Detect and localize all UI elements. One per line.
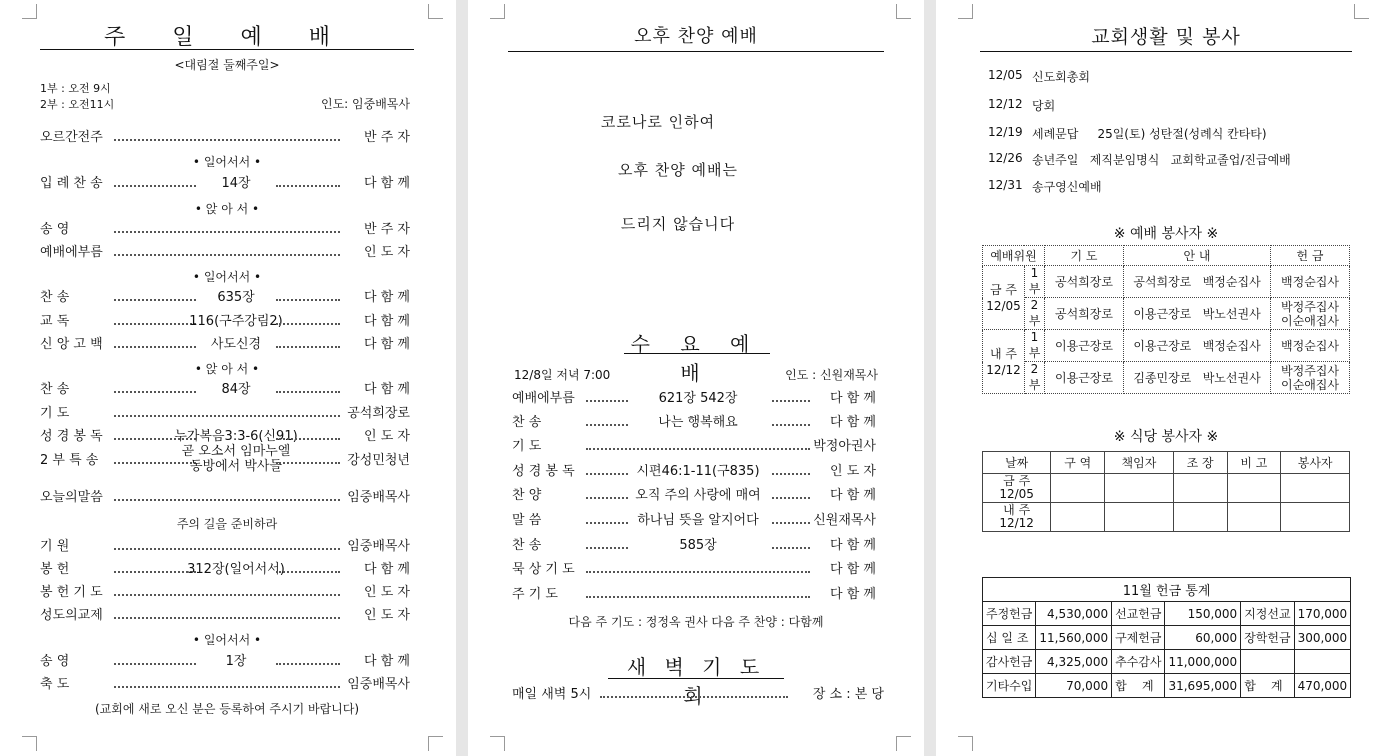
leader-dots (586, 547, 628, 549)
order-label: 봉 헌 기 도 (40, 585, 103, 600)
leader-dots (276, 663, 340, 665)
leader-dots (772, 473, 810, 475)
offering-person: 백정순집사 (1281, 338, 1339, 353)
dawn-time: 매일 새벽 5시 (512, 687, 592, 702)
order-content-2: 동방에서 박사들 (189, 459, 283, 474)
order-label: 교 독 (40, 314, 70, 329)
leader-dots (114, 686, 340, 688)
week-date: 12/05 (986, 298, 1021, 313)
category: 지정선교 (1241, 602, 1294, 626)
leader-dots (772, 497, 810, 499)
event-date: 12/19 (988, 125, 1023, 139)
wednesday-rule (624, 353, 770, 354)
meal-cell (1173, 474, 1227, 503)
leader-dots (114, 346, 196, 348)
amount: 11,560,000 (1036, 626, 1112, 650)
order-content: 시편46:1-11(구835) (636, 464, 760, 479)
order-label: 오르간전주 (40, 130, 103, 145)
order-label: 묵 상 기 도 (512, 562, 575, 577)
order-person: 신원재목사 (813, 513, 876, 528)
order-content: 누가복음3:3-6(신91) (174, 429, 298, 444)
order-row (512, 438, 876, 456)
leader-dots (114, 663, 196, 665)
order-label: 송 영 (40, 654, 70, 669)
leader-dots (114, 499, 340, 501)
leader-dots (276, 462, 340, 464)
second-service-time: 2부 : 오전11시 (40, 98, 115, 111)
section-note: 주의 길을 준비하라 (176, 517, 278, 531)
week-date: 12/12 (986, 362, 1021, 377)
leader-dots (114, 617, 340, 619)
order-row (512, 390, 876, 408)
offering-persons (1271, 330, 1350, 362)
order-label: 말 씀 (512, 513, 542, 528)
offering-person: 박정주집사 (1281, 363, 1339, 378)
service-part: 1부 (1024, 266, 1044, 298)
order-label: 예배에부름 (512, 391, 575, 406)
wednesday-title: 수 요 예 배 (630, 332, 762, 385)
event-text: 신도회총회 (1032, 70, 1090, 84)
order-row (512, 487, 876, 505)
order-label: 찬 송 (40, 290, 70, 305)
leader-dots (586, 571, 810, 573)
order-person: 임중배목사 (347, 539, 410, 554)
offering-persons (1271, 266, 1350, 298)
category: 구제헌금 (1112, 626, 1165, 650)
meal-staff-title: ※ 식당 봉사자 ※ (1113, 429, 1219, 445)
prayer-person: 공석희장로 (1045, 298, 1124, 330)
category: 선교헌금 (1112, 602, 1165, 626)
category: 십 일 조 (983, 626, 1036, 650)
amount: 4,530,000 (1036, 602, 1112, 626)
dawn-place: 장 소 : 본 당 (812, 687, 884, 702)
order-content: 635장 (217, 290, 255, 305)
event-date: 12/12 (988, 97, 1023, 111)
order-person: 다 함 께 (364, 382, 410, 397)
order-person: 다 함 께 (830, 488, 876, 503)
church-life-title: 교회생활 및 봉사 (1091, 26, 1241, 48)
order-label: 성 경 봉 독 (40, 429, 103, 444)
event-text: 세례문답 25일(토) 성탄절(성례식 칸타타) (1032, 127, 1267, 141)
leader-dots (276, 185, 340, 187)
order-person: 다 함 께 (830, 538, 876, 553)
offering-stats-table (982, 577, 1351, 698)
afternoon-line-3: 드리지 않습니다 (620, 215, 736, 233)
amount: 11,000,000 (1165, 650, 1241, 674)
table-header: 예배위원 (983, 246, 1045, 266)
leader-dots (114, 462, 196, 464)
afternoon-rule (508, 51, 884, 52)
table-header: 조 장 (1173, 452, 1227, 474)
order-person: 다 함 께 (830, 587, 876, 602)
order-person: 다 함 께 (364, 654, 410, 669)
order-row (40, 313, 410, 331)
order-label: 봉 헌 (40, 562, 70, 577)
amount: 31,695,000 (1165, 674, 1241, 698)
order-row (512, 561, 876, 579)
meal-cell (1051, 503, 1105, 532)
order-row (40, 607, 410, 625)
table-header: 봉사자 (1281, 452, 1350, 474)
order-content: 하나님 뜻을 알지어다 (637, 513, 759, 528)
wednesday-date: 12/8일 저녁 7:00 (514, 368, 611, 382)
category: 추수감사 (1112, 650, 1165, 674)
welcome-note: (교회에 새로 오신 분은 등록하여 주시기 바랍니다) (94, 702, 360, 716)
leader-dots (114, 299, 196, 301)
meal-cell (1281, 503, 1350, 532)
leader-dots (586, 400, 628, 402)
leader-dots (114, 231, 340, 233)
order-label: 송 영 (40, 222, 70, 237)
amount: 300,000 (1294, 626, 1351, 650)
section-note: • 일어서서 • (192, 270, 262, 284)
order-person: 다 함 께 (830, 391, 876, 406)
week-name: 내 주 (989, 346, 1017, 361)
order-content: 84장 (221, 382, 251, 397)
meal-cell (1105, 503, 1174, 532)
order-label: 오늘의말씀 (40, 490, 103, 505)
order-label: 축 도 (40, 677, 70, 692)
table-header: 날짜 (983, 452, 1051, 474)
event-date: 12/26 (988, 151, 1023, 165)
order-content: 14장 (221, 176, 251, 191)
afternoon-title: 오후 찬양 예배 (634, 26, 758, 47)
amount: 150,000 (1165, 602, 1241, 626)
order-label: 성 경 봉 독 (512, 464, 575, 479)
order-row (512, 463, 876, 481)
order-content: 오직 주의 사랑에 매여 (635, 488, 761, 503)
leader-dots (114, 254, 340, 256)
leader-dots (276, 323, 340, 325)
order-person: 인 도 자 (364, 608, 410, 623)
order-person: 박정아권사 (813, 439, 876, 454)
week-label (983, 266, 1025, 330)
order-person: 인 도 자 (364, 585, 410, 600)
category (1241, 650, 1294, 674)
prayer-person: 이용근장로 (1045, 330, 1124, 362)
meal-cell (1281, 474, 1350, 503)
leader-dots (586, 424, 628, 426)
order-person: 인 도 자 (364, 245, 410, 260)
sunday-subtitle: <대림절 둘째주일> (174, 58, 280, 72)
order-row (40, 129, 410, 147)
order-row (512, 414, 876, 432)
order-row (40, 538, 410, 556)
week-date: 12/12 (999, 516, 1034, 530)
guide-persons: 이용근장로 박노선권사 (1124, 298, 1271, 330)
order-person: 다 함 께 (364, 290, 410, 305)
table-header: 책임자 (1105, 452, 1174, 474)
order-person: 반 주 자 (364, 130, 410, 145)
order-content: 585장 (679, 538, 717, 553)
order-label: 2 부 특 송 (40, 453, 99, 468)
page-afternoon-wednesday (468, 0, 924, 756)
order-row (40, 676, 410, 694)
dawn-title: 새 벽 기 도 회 (626, 655, 766, 708)
guide-persons: 김종민장로 박노선권사 (1124, 362, 1271, 394)
order-person: 다 함 께 (830, 415, 876, 430)
meal-staff-table (982, 451, 1350, 532)
leader-dots (276, 299, 340, 301)
category: 합 계 (1112, 674, 1165, 698)
table-header: 비 고 (1227, 452, 1281, 474)
order-person: 다 함 께 (830, 562, 876, 577)
order-person: 공석희장로 (347, 406, 410, 421)
order-content: 1장 (225, 654, 247, 669)
title-rule (40, 49, 414, 50)
order-label: 예배에부름 (40, 245, 103, 260)
table-header: 헌 금 (1271, 246, 1350, 266)
offering-persons (1271, 298, 1350, 330)
order-content: 116(구주강림2) (189, 314, 283, 329)
leader-dots (586, 497, 628, 499)
meal-cell (1105, 474, 1174, 503)
offering-person-2: 이순애집사 (1281, 313, 1339, 328)
category: 장학헌금 (1241, 626, 1294, 650)
week-label (983, 330, 1025, 394)
order-row (40, 489, 410, 507)
amount: 4,325,000 (1036, 650, 1112, 674)
page-church-life (936, 0, 1391, 756)
order-person: 다 함 께 (364, 337, 410, 352)
service-part: 2부 (1024, 362, 1044, 394)
wednesday-leader: 인도 : 신원재목사 (785, 368, 878, 382)
amount: 60,000 (1165, 626, 1241, 650)
order-label: 신 앙 고 백 (40, 337, 103, 352)
afternoon-line-1: 코로나로 인하여 (600, 113, 716, 131)
meal-cell (1227, 474, 1281, 503)
prayer-person: 공석희장로 (1045, 266, 1124, 298)
section-note: • 일어서서 • (192, 633, 262, 647)
leader-dots (114, 139, 340, 141)
leader-dots (586, 522, 628, 524)
table-header: 구 역 (1051, 452, 1105, 474)
leader-dots (772, 522, 810, 524)
leader-dots (114, 391, 196, 393)
prayer-person: 이용근장로 (1045, 362, 1124, 394)
leader-dots (114, 571, 196, 573)
event-date: 12/31 (988, 178, 1023, 192)
event-text: 송구영신예배 (1032, 180, 1102, 194)
category: 기타수입 (983, 674, 1036, 698)
section-note: • 일어서서 • (192, 155, 262, 169)
meal-week (983, 474, 1051, 503)
order-row (40, 381, 410, 399)
order-person: 강성민청년 (347, 453, 410, 468)
first-service-time: 1부 : 오전 9시 (40, 82, 111, 95)
leader-dots (114, 323, 196, 325)
offering-persons (1271, 362, 1350, 394)
category: 감사헌금 (983, 650, 1036, 674)
service-part: 1부 (1024, 330, 1044, 362)
leader-dots (772, 400, 810, 402)
service-part: 2부 (1024, 298, 1044, 330)
category: 주정헌금 (983, 602, 1036, 626)
service-staff-table (982, 245, 1350, 394)
order-person: 다 함 께 (364, 176, 410, 191)
week-name: 금 주 (1003, 474, 1031, 488)
order-label: 찬 양 (512, 488, 542, 503)
week-date: 12/05 (999, 487, 1034, 501)
amount: 70,000 (1036, 674, 1112, 698)
order-row (512, 537, 876, 555)
leader-dots (276, 571, 340, 573)
order-person: 인 도 자 (364, 429, 410, 444)
offering-stats-title: 11월 헌금 통계 (983, 578, 1351, 602)
order-row (512, 512, 876, 530)
order-row (40, 289, 410, 307)
order-content: 곧 오소서 임마누엘 (181, 444, 291, 459)
table-header: 안 내 (1124, 246, 1271, 266)
order-content: 312장(일어서서) (187, 562, 285, 577)
amount: 470,000 (1294, 674, 1351, 698)
week-name: 금 주 (989, 282, 1017, 297)
category: 합 계 (1241, 674, 1294, 698)
order-row (40, 336, 410, 354)
offering-person-2: 이순애집사 (1281, 377, 1339, 392)
event-text: 송년주일 제직분임명식 교회학교졸업/진급예배 (1032, 153, 1291, 167)
order-row (40, 405, 410, 423)
order-label: 성도의교제 (40, 608, 103, 623)
event-text: 당회 (1032, 99, 1056, 113)
event-date: 12/05 (988, 68, 1023, 82)
order-content: 나는 행복해요 (658, 415, 738, 430)
order-person: 임중배목사 (347, 490, 410, 505)
service-staff-title: ※ 예배 봉사자 ※ (1113, 226, 1219, 242)
dawn-row (512, 686, 884, 704)
order-label: 기 도 (40, 406, 70, 421)
leader-dots (114, 548, 340, 550)
order-label: 찬 송 (512, 538, 542, 553)
leader-dots (586, 596, 810, 598)
order-row (40, 244, 410, 262)
leader-dots (772, 547, 810, 549)
sunday-leader: 인도: 임중배목사 (320, 97, 410, 111)
leader-dots (772, 424, 810, 426)
leader-dots (276, 346, 340, 348)
section-note: • 앉 아 서 • (194, 362, 260, 376)
week-name: 내 주 (1003, 503, 1031, 517)
order-label: 기 도 (512, 439, 542, 454)
order-label: 주 기 도 (512, 587, 558, 602)
page-sunday (0, 0, 456, 756)
offering-person: 백정순집사 (1281, 274, 1339, 289)
order-row (40, 221, 410, 239)
order-person: 다 함 께 (364, 562, 410, 577)
leader-dots (114, 594, 340, 596)
order-label: 찬 송 (512, 415, 542, 430)
order-person: 임중배목사 (347, 677, 410, 692)
amount: 170,000 (1294, 602, 1351, 626)
leader-dots (276, 391, 340, 393)
guide-persons: 공석희장로 백정순집사 (1124, 266, 1271, 298)
order-row (40, 444, 410, 474)
section-note: • 앉 아 서 • (194, 202, 260, 216)
order-row (40, 561, 410, 579)
table-header: 기 도 (1045, 246, 1124, 266)
offering-person: 박정주집사 (1281, 299, 1339, 314)
meal-week (983, 503, 1051, 532)
meal-cell (1173, 503, 1227, 532)
order-row (40, 584, 410, 602)
order-person: 반 주 자 (364, 222, 410, 237)
order-row (512, 586, 876, 604)
order-label: 입 례 찬 송 (40, 176, 103, 191)
meal-cell (1051, 474, 1105, 503)
leader-dots (114, 415, 340, 417)
leader-dots (114, 185, 196, 187)
order-label: 기 원 (40, 539, 70, 554)
meal-cell (1227, 503, 1281, 532)
order-label: 찬 송 (40, 382, 70, 397)
leader-dots (586, 448, 810, 450)
order-content: 621장 542장 (658, 391, 738, 406)
dawn-rule (608, 678, 784, 679)
amount (1294, 650, 1351, 674)
sunday-title: 주 일 예 배 (104, 25, 350, 50)
order-person: 다 함 께 (364, 314, 410, 329)
afternoon-line-2: 오후 찬양 예배는 (618, 161, 738, 179)
next-week-note: 다음 주 기도 : 정정옥 권사 다음 주 찬양 : 다함께 (568, 615, 824, 629)
order-person: 인 도 자 (830, 464, 876, 479)
church-life-rule (980, 51, 1352, 52)
order-row (40, 175, 410, 193)
order-row (40, 653, 410, 671)
order-content: 사도신경 (210, 337, 262, 352)
leader-dots (276, 438, 340, 440)
leader-dots (586, 473, 628, 475)
guide-persons: 이용근장로 백정순집사 (1124, 330, 1271, 362)
